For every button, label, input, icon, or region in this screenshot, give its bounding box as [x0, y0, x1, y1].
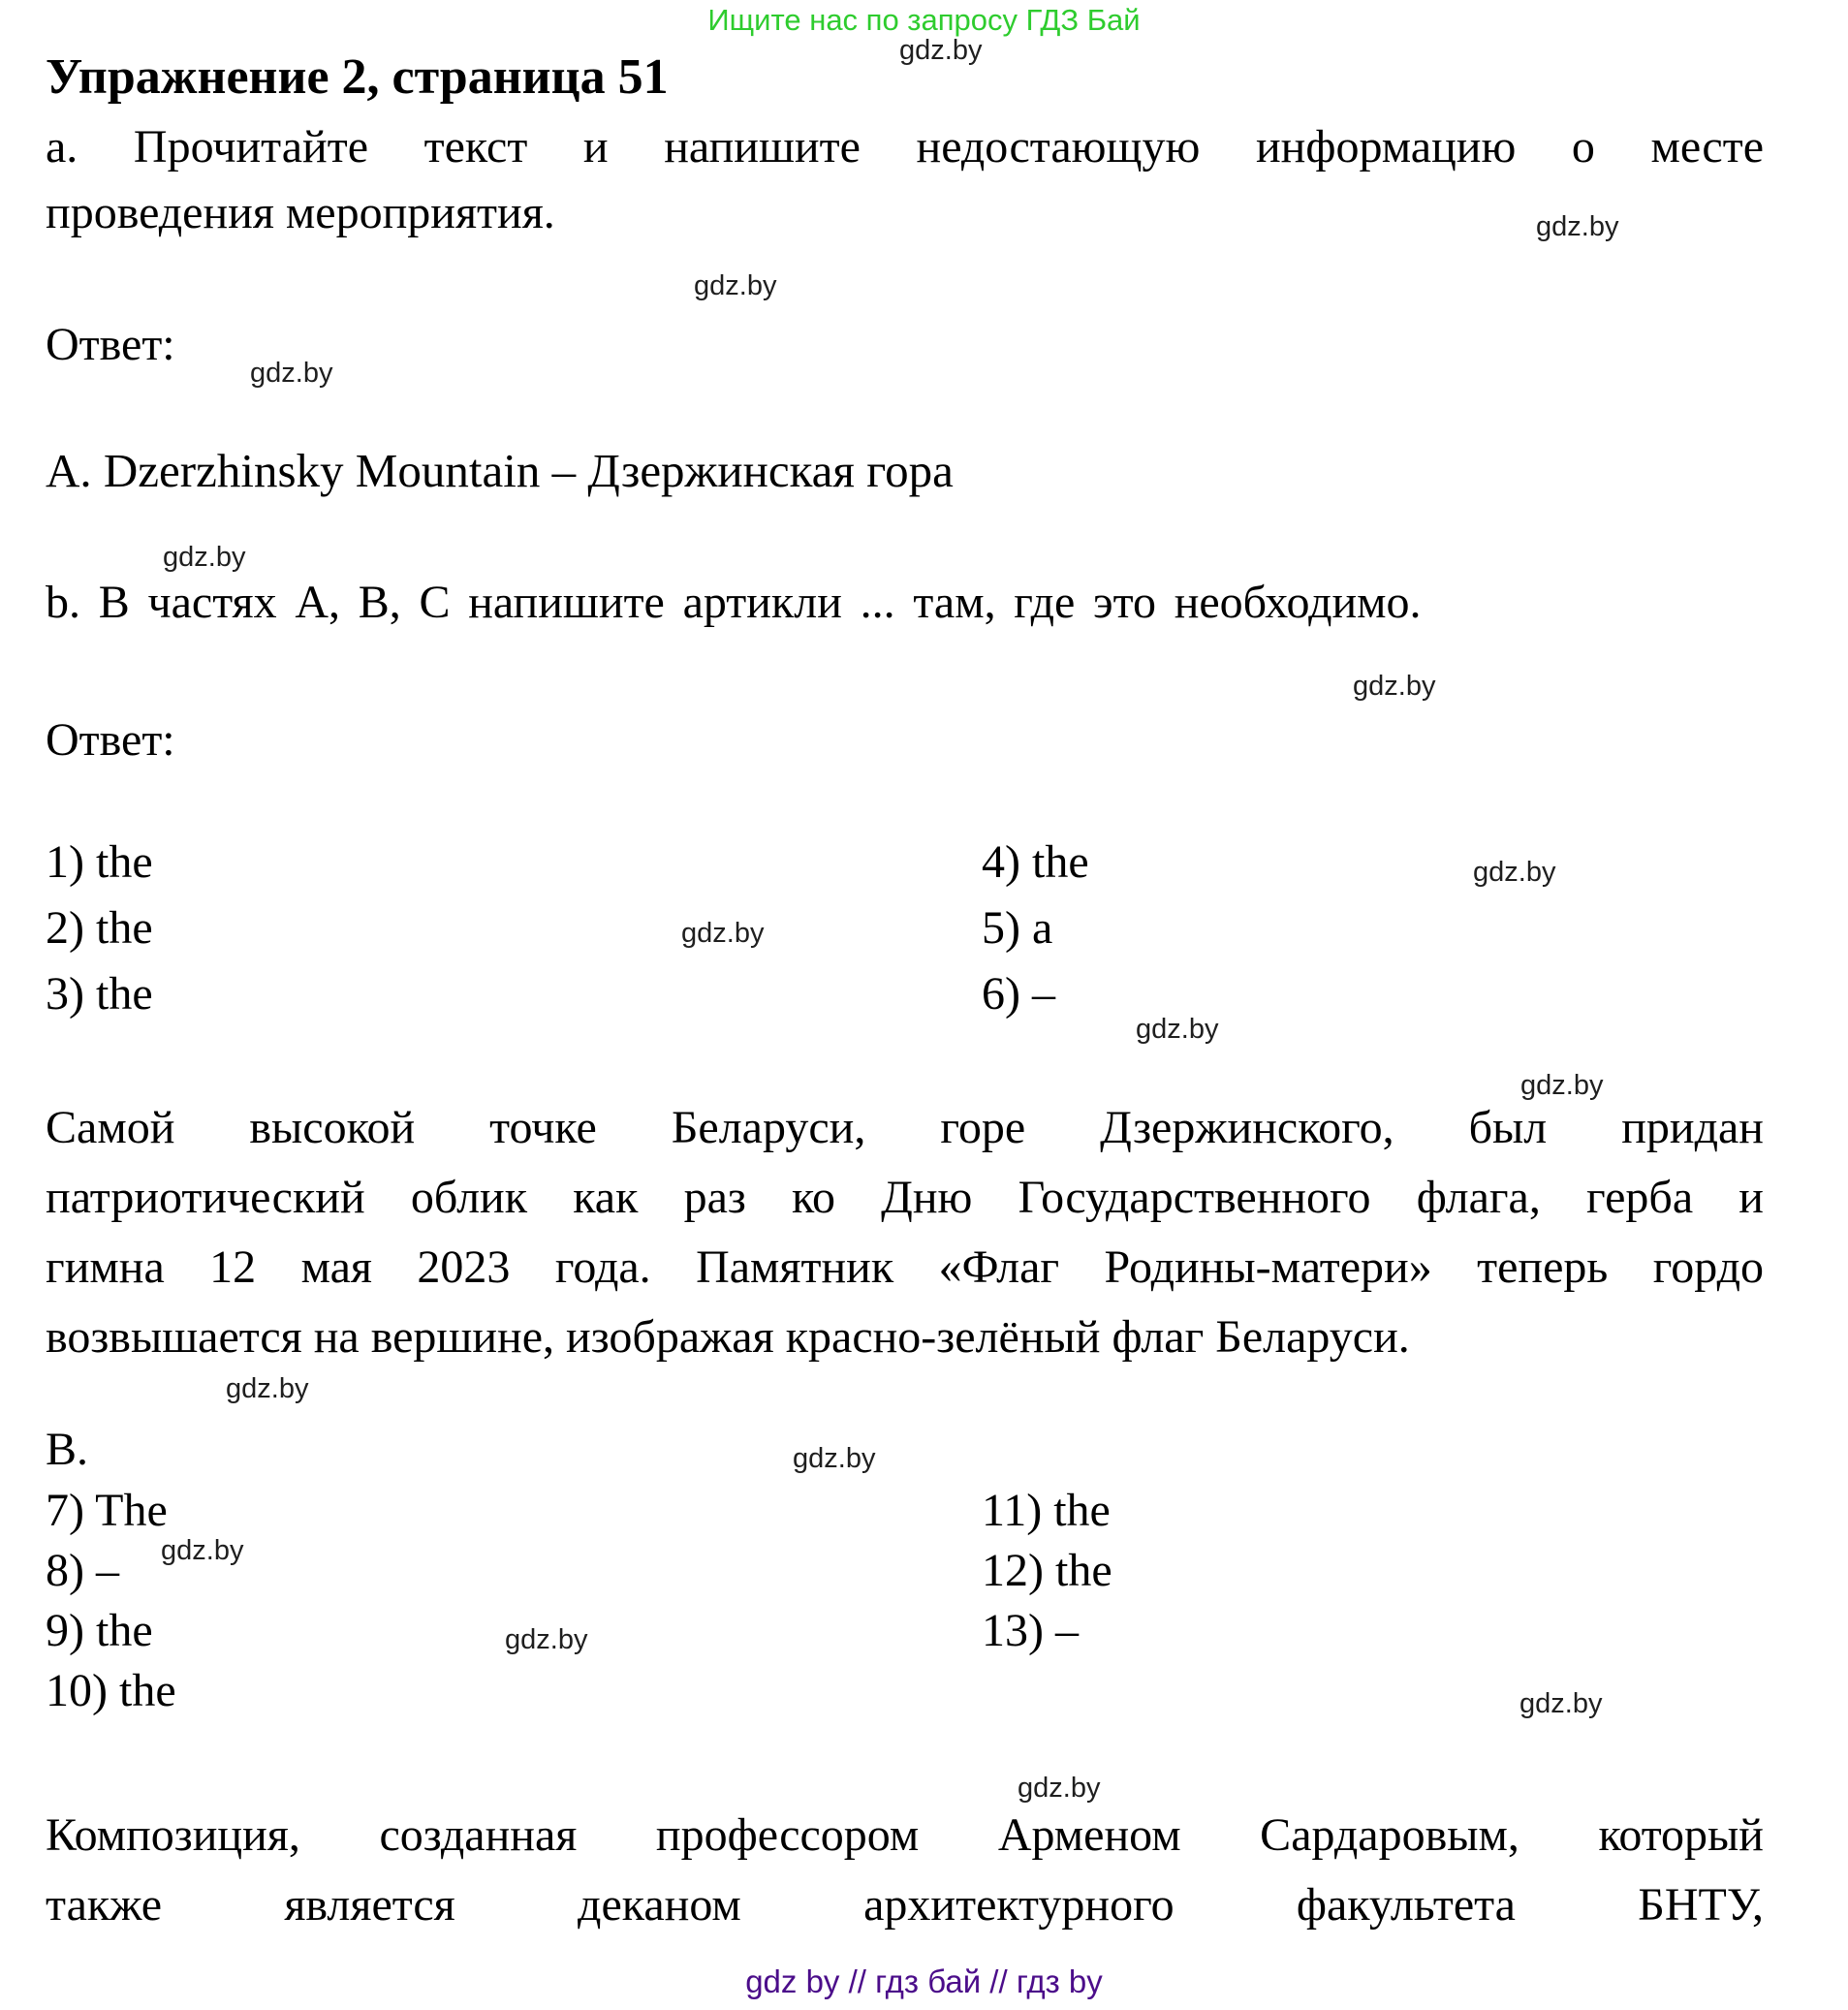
watermark-gdzby: gdz.by — [1473, 857, 1556, 888]
article-answer-5: 5) a — [982, 902, 1053, 954]
translation-paragraph-a — [46, 1093, 1764, 1372]
article-answer-3: 3) the — [46, 968, 153, 1020]
task-b-text: b. В частях A, B, C напишите артикли ... там, где это необходимо. — [46, 577, 1422, 628]
articles-a-right-column — [982, 830, 1089, 1027]
watermark-gdzby: gdz.by — [505, 1624, 588, 1655]
article-answer-4: 4) the — [982, 836, 1089, 888]
paragraph-line: Композиция, созданная профессором Арменом Сардаровым, который — [46, 1809, 1764, 1861]
watermark-gdzby: gdz.by — [1519, 1688, 1603, 1719]
article-answer-13: 13) – — [982, 1605, 1079, 1656]
article-answer-7: 7) The — [46, 1485, 168, 1536]
article-answer-12: 12) the — [982, 1545, 1112, 1596]
paragraph-line: Самой высокой точке Беларуси, горе Дзержинского, был придан — [46, 1102, 1764, 1153]
articles-a-left-column — [46, 830, 153, 1027]
article-answer-8: 8) – — [46, 1545, 119, 1596]
site-promo-banner: Ищите нас по запросу ГДЗ Бай — [707, 3, 1141, 37]
translation-paragraph-b — [46, 1801, 1764, 1940]
watermark-gdzby: gdz.by — [163, 542, 246, 573]
watermark-gdzby: gdz.by — [1136, 1014, 1219, 1045]
article-answer-1: 1) the — [46, 836, 153, 888]
article-answer-6: 6) – — [982, 968, 1055, 1020]
paragraph-line: возвышается на вершине, изображая красно-зелёный флаг Беларуси. — [46, 1311, 1410, 1363]
task-a-line-1: a. Прочитайте текст и напишите недостающую информацию о месте — [46, 121, 1764, 173]
articles-b-left-column — [46, 1481, 176, 1721]
part-b-label: B. — [46, 1424, 89, 1475]
answer-a-heading: A. Dzerzhinsky Mountain – Дзержинская гора — [46, 444, 954, 497]
answer-label-a: Ответ: — [46, 319, 175, 370]
article-answer-9: 9) the — [46, 1605, 153, 1656]
watermark-gdzby: gdz.by — [681, 918, 765, 949]
watermark-gdzby: gdz.by — [1353, 671, 1436, 702]
article-answer-11: 11) the — [982, 1485, 1111, 1536]
paragraph-line: патриотический облик как раз ко Дню Государственного флага, герба и — [46, 1172, 1764, 1223]
article-answer-10: 10) the — [46, 1665, 176, 1716]
watermark-gdzby: gdz.by — [694, 270, 777, 301]
answer-label-b: Ответ: — [46, 714, 175, 766]
watermark-gdzby: gdz.by — [899, 35, 983, 66]
watermark-gdzby: gdz.by — [1520, 1070, 1604, 1101]
watermark-gdzby: gdz.by — [226, 1373, 309, 1404]
articles-b-right-column — [982, 1481, 1112, 1661]
paragraph-line: гимна 12 мая 2023 года. Памятник «Флаг Родины-матери» теперь гордо — [46, 1241, 1764, 1293]
paragraph-line: также является деканом архитектурного факультета БНТУ, — [46, 1879, 1764, 1931]
watermark-gdzby: gdz.by — [1536, 211, 1619, 242]
task-a-line-2: проведения мероприятия. — [46, 187, 555, 238]
exercise-title: Упражнение 2, страница 51 — [46, 49, 669, 105]
article-answer-2: 2) the — [46, 902, 153, 954]
task-a-text — [46, 114, 1764, 246]
watermark-gdzby: gdz.by — [1018, 1773, 1101, 1804]
watermark-gdzby: gdz.by — [793, 1443, 876, 1474]
watermark-gdzby: gdz.by — [161, 1535, 244, 1566]
watermark-gdzby: gdz.by — [250, 358, 333, 389]
footer-site-signature: gdz by // гдз бай // гдз by — [745, 1963, 1103, 1999]
